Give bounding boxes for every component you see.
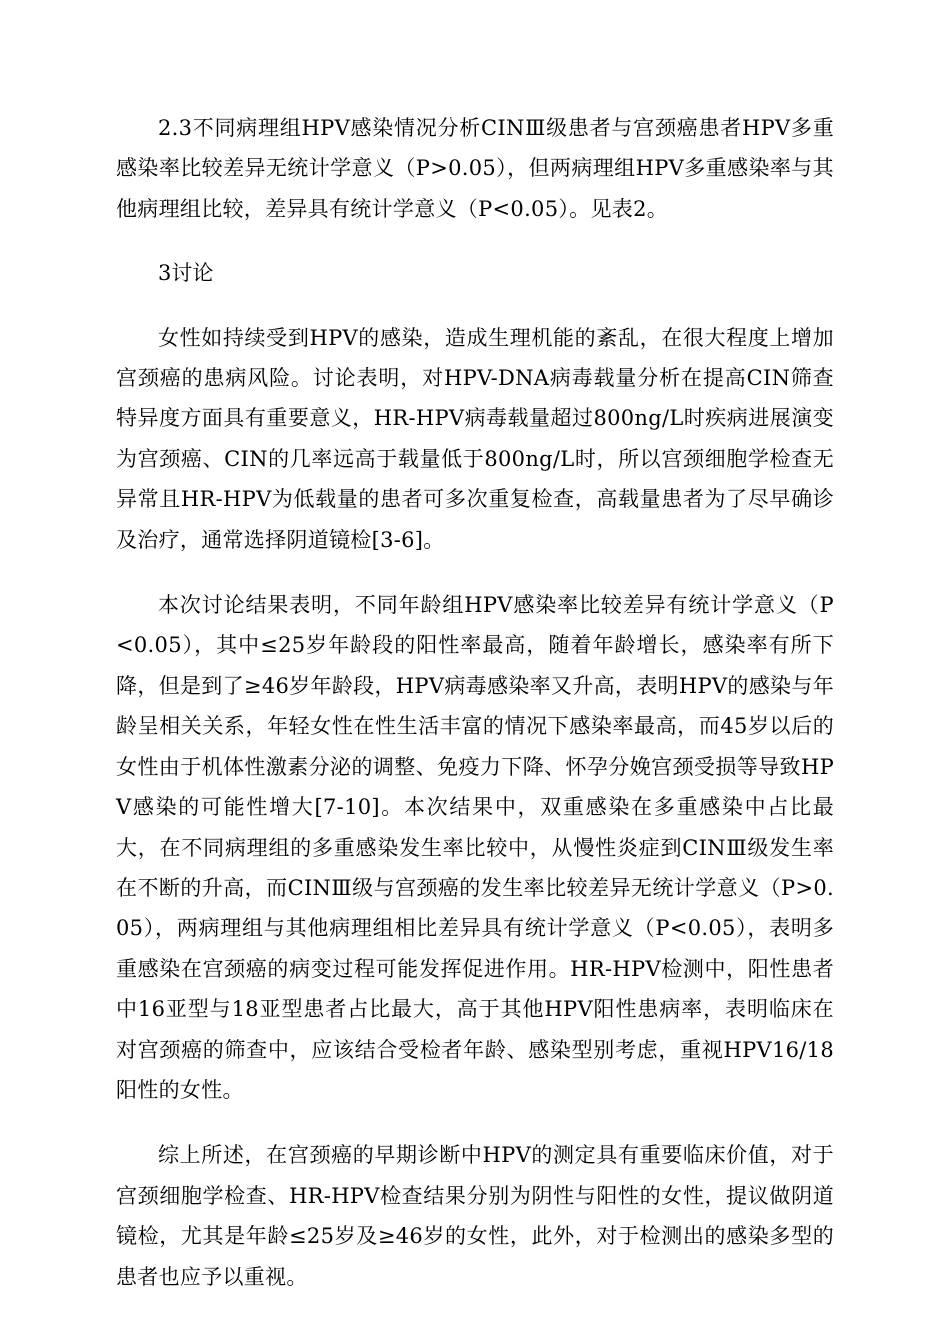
discussion-paragraph-1: 女性如持续受到HPV的感染，造成生理机能的紊乱，在很大程度上增加宫颈癌的患病风险。讨论表明，对HPV-DNA病毒载量分析在提高CIN筛查特异度方面具有重要意义，HR-HPV病毒载量超过800ng/L时疾病进展演变为宫颈癌、CIN的几率远高于载量低于800ng/L时，所以宫颈细胞学检查无异常且HR-HPV为低载量的患者可多次重复检查，高载量患者为了尽早确诊及治疗，通常选择阴道镜检[3-6]。 — [116, 325, 834, 552]
results-paragraph-2-3: 2.3不同病理组HPV感染情况分析CINⅢ级患者与宫颈癌患者HPV多重感染率比较差异无统计学意义（P>0.05），但两病理组HPV多重感染率与其他病理组比较，差异具有统计学意义（P<0.05）。见表2。 — [116, 116, 834, 221]
document-page — [116, 108, 834, 1297]
section-heading-discussion: 3讨论 — [158, 261, 214, 286]
discussion-paragraph-2: 本次讨论结果表明，不同年龄组HPV感染率比较差异有统计学意义（P<0.05），其中≤25岁年龄段的阳性率最高，随着年龄增长，感染率有所下降，但是到了≥46岁年龄段，HPV病毒感染率又升高，表明HPV的感染与年龄呈相关关系，年轻女性在性生活丰富的情况下感染率最高，而45岁以后的女性由于机体性激素分泌的调整、免疫力下降、怀孕分娩宫颈受损等导致HPV感染的可能性增大[7-10]。本次结果中，双重感染在多重感染中占比最大，在不同病理组的多重感染发生率比较中，从慢性炎症到CINⅢ级发生率在不断的升高，而CINⅢ级与宫颈癌的发生率比较差异无统计学意义（P>0.05），两病理组与其他病理组相比差异具有统计学意义（P<0.05），表明多重感染在宫颈癌的病变过程可能发挥促进作用。HR-HPV检测中，阳性患者中16亚型与18亚型患者占比最大，高于其他HPV阳性患病率，表明临床在对宫颈癌的筛查中，应该结合受检者年龄、感染型别考虑，重视HPV16/18阳性的女性。 — [116, 593, 834, 1102]
conclusion-paragraph: 综上所述，在宫颈癌的早期诊断中HPV的测定具有重要临床价值，对于宫颈细胞学检查、HR-HPV检查结果分别为阴性与阳性的女性，提议做阴道镜检，尤其是年龄≤25岁及≥46岁的女性，此外，对于检测出的感染多型的患者也应予以重视。 — [116, 1143, 834, 1289]
